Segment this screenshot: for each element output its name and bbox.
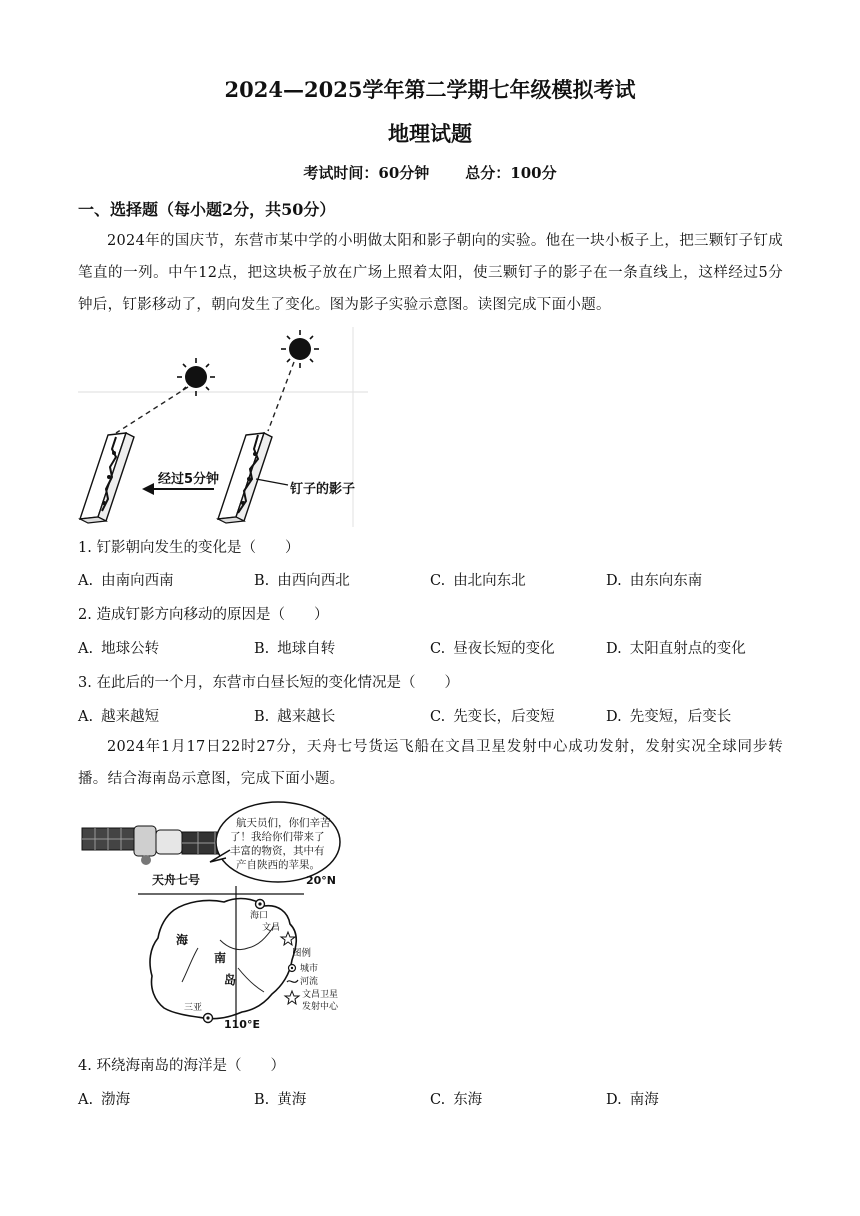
- question-2-stem: 2. 造成钉影方向移动的原因是（ ）: [78, 607, 329, 623]
- option-c[interactable]: C. 由北向东北: [430, 573, 526, 589]
- option-b[interactable]: B. 黄海: [254, 1092, 307, 1108]
- exam-subject: 地理试题: [388, 121, 472, 146]
- question-3-stem: 3. 在此后的一个月，东营市白昼长短的变化情况是（ ）: [78, 675, 459, 691]
- shadow-label: 钉子的影子: [290, 482, 356, 497]
- bubble-line: 丰富的物资，其中有: [230, 845, 325, 857]
- city-marker: [204, 1014, 213, 1023]
- island-char: 海: [176, 933, 189, 947]
- latitude-label: 20°N: [306, 874, 337, 887]
- spacecraft-icon: [82, 826, 232, 865]
- legend-river: 河流: [300, 977, 319, 987]
- exam-score: 总分：100分: [465, 164, 557, 182]
- option-a[interactable]: A. 由南向西南: [78, 573, 174, 589]
- bubble-line: 了！我给你们带来了: [230, 831, 325, 843]
- option-c[interactable]: C. 东海: [430, 1092, 483, 1108]
- speech-bubble: [210, 802, 340, 882]
- option-d[interactable]: D. 先变短，后变长: [606, 709, 732, 725]
- longitude-label: 110°E: [224, 1018, 260, 1031]
- city-marker: [256, 900, 265, 909]
- bubble-line: 产自陕西的苹果。: [236, 859, 320, 871]
- option-a[interactable]: A. 越来越短: [78, 709, 160, 725]
- city-label-sanya: 三亚: [184, 1003, 203, 1013]
- legend-title: 图例: [292, 948, 312, 959]
- legend-center-2: 发射中心: [302, 1002, 339, 1012]
- section-heading: 一、选择题（每小题2分，共50分）: [78, 200, 336, 219]
- shadow-experiment-figure: [78, 327, 368, 527]
- option-c[interactable]: C. 先变长，后变短: [430, 709, 555, 725]
- island-char: 南: [214, 951, 227, 965]
- legend-city: 城市: [300, 964, 319, 974]
- option-b[interactable]: B. 越来越长: [254, 709, 336, 725]
- option-b[interactable]: B. 由西向西北: [254, 573, 350, 589]
- nail-board: [218, 433, 272, 523]
- question-4-stem: 4. 环绕海南岛的海洋是（ ）: [78, 1058, 285, 1074]
- arrow-label: 经过5分钟: [158, 472, 220, 487]
- sun-icon: [177, 358, 215, 396]
- option-a[interactable]: A. 渤海: [78, 1092, 131, 1108]
- option-a[interactable]: A. 地球公转: [78, 641, 160, 657]
- map-legend: [285, 947, 339, 1012]
- ship-label: 天舟七号: [152, 873, 201, 887]
- exam-time: 考试时间：60分钟: [303, 164, 430, 182]
- option-d[interactable]: D. 太阳直射点的变化: [606, 641, 746, 657]
- city-label-wenchang: 文昌: [262, 923, 281, 933]
- option-b[interactable]: B. 地球自转: [254, 641, 336, 657]
- option-d[interactable]: D. 由东向东南: [606, 573, 703, 589]
- nail-board: [80, 433, 134, 523]
- bubble-line: 航天员们，你们辛苦: [236, 817, 331, 829]
- exam-title: 2024—2025学年第二学期七年级模拟考试: [224, 77, 636, 102]
- island-char: 岛: [224, 973, 237, 987]
- option-d[interactable]: D. 南海: [606, 1092, 659, 1108]
- question-1-stem: 1. 钉影朝向发生的变化是（ ）: [78, 540, 300, 556]
- launch-center-star-icon: [281, 932, 295, 945]
- exam-meta: [0, 162, 860, 183]
- material-1-text: 2024年的国庆节，东营市某中学的小明做太阳和影子朝向的实验。他在一块小板子上，把三颗钉子钉成笔直的一列。中午12点，把这块板子放在广场上照着太阳，使三颗钉子的影子在一条直线上，这样经过5分钟后，钉影移动了，朝向发生了变化。图为影子实验示意图。读图完成下面小题。: [78, 233, 783, 313]
- city-label-haikou: 海口: [250, 911, 269, 921]
- sun-icon: [281, 330, 319, 368]
- option-c[interactable]: C. 昼夜长短的变化: [430, 641, 555, 657]
- hainan-map-figure: [78, 798, 368, 1034]
- legend-center-1: 文昌卫星: [302, 990, 339, 1000]
- material-2-text: 2024年1月17日22时27分，天舟七号货运飞船在文昌卫星发射中心成功发射，发射实况全球同步转播。结合海南岛示意图，完成下面小题。: [78, 739, 783, 787]
